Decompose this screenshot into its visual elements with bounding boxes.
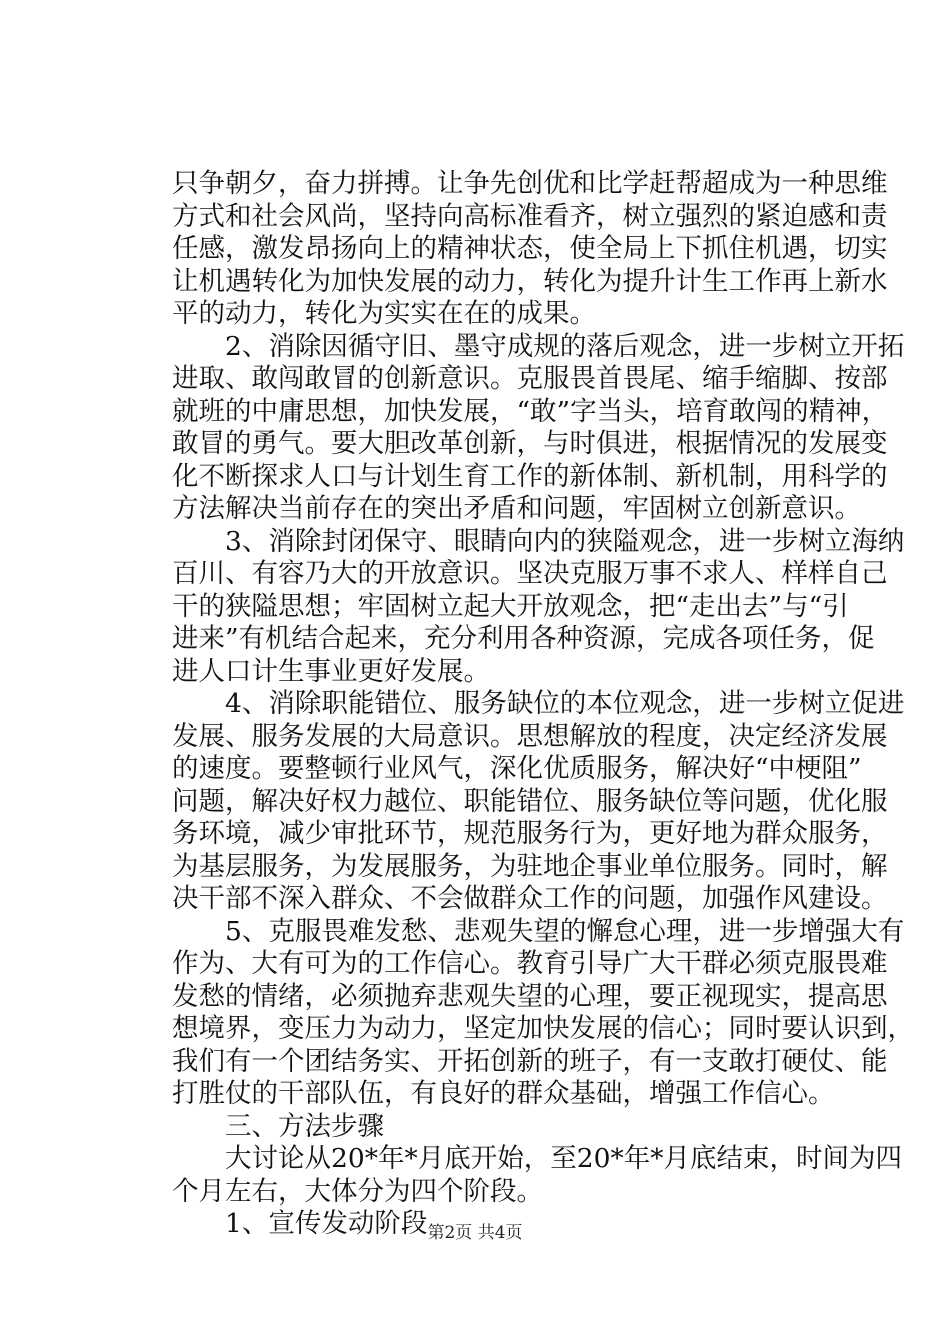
text-line: 问题，解决好权力越位、职能错位、服务缺位等问题，优化服 [172, 785, 888, 817]
text-line: 我们有一个团结务实、开拓创新的班子，有一支敢打硬仗、能 [172, 1045, 888, 1077]
text-line: 方法解决当前存在的突出矛盾和问题，牢固树立创新意识。 [172, 493, 861, 524]
text-line: 方式和社会风尚，坚持向高标准看齐，树立强烈的紧迫感和责 [172, 200, 888, 232]
text-line: 务环境，减少审批环节，规范服务行为，更好地为群众服务， [172, 818, 888, 849]
text-line: 进取、敢闯敢冒的创新意识。克服畏首畏尾、缩手缩脚、按部 [172, 363, 888, 394]
text-line: 化不断探求人口与计划生育工作的新体制、新机制，用科学的 [172, 460, 888, 492]
text-line: 敢冒的勇气。要大胆改革创新，与时俱进，根据情况的发展变 [172, 428, 888, 459]
subsection-heading: 1、宣传发动阶段 [172, 1208, 428, 1239]
text-line: 只争朝夕，奋力拼搏。让争先创优和比学赶帮超成为一种思维 [172, 168, 888, 199]
text-line: 任感，激发昂扬向上的精神状态，使全局上下抓住机遇，切实 [172, 233, 888, 264]
text-line: 决干部不深入群众、不会做群众工作的问题，加强作风建设。 [172, 883, 888, 914]
section-heading: 三、方法步骤 [172, 1110, 384, 1142]
text-line: 4、消除职能错位、服务缺位的本位观念，进一步树立促进 [172, 688, 905, 719]
text-line: 干的狭隘思想；牢固树立起大开放观念，把“走出去”与“引 [172, 590, 849, 622]
text-line: 个月左右，大体分为四个阶段。 [172, 1175, 543, 1207]
text-line: 就班的中庸思想，加快发展，“敢”字当头，培育敢闯的精神， [172, 395, 889, 427]
text-line: 3、消除封闭保守、眼睛向内的狭隘观念，进一步树立海纳 [172, 525, 905, 557]
text-line: 打胜仗的干部队伍，有良好的群众基础，增强工作信心。 [172, 1078, 835, 1109]
text-line: 5、克服畏难发愁、悲观失望的懈怠心理，进一步增强大有 [172, 915, 905, 947]
text-line: 平的动力，转化为实实在在的成果。 [172, 298, 596, 329]
text-line: 想境界，变压力为动力，坚定加快发展的信心；同时要认识到， [172, 1013, 914, 1044]
text-line: 发展、服务发展的大局意识。思想解放的程度，决定经济发展 [172, 720, 888, 752]
text-line: 2、消除因循守旧、墨守成规的落后观念，进一步树立开拓 [172, 330, 905, 362]
text-line: 进人口计生事业更好发展。 [172, 655, 490, 687]
text-line: 的速度。要整顿行业风气，深化优质服务，解决好“中梗阻” [172, 753, 862, 784]
document-body [172, 168, 914, 1241]
text-line: 为基层服务，为发展服务，为驻地企事业单位服务。同时，解 [172, 850, 888, 882]
text-line: 百川、有容乃大的开放意识。坚决克服万事不求人、样样自己 [172, 558, 888, 589]
text-line: 作为、大有可为的工作信心。教育引导广大干群必须克服畏难 [172, 948, 888, 979]
text-line: 大讨论从20*年*月底开始，至20*年*月底结束，时间为四 [172, 1143, 902, 1174]
text-line: 发愁的情绪，必须抛弃悲观失望的心理，要正视现实，提高思 [172, 980, 888, 1012]
page-number-footer: 第2页 共4页 [427, 1223, 523, 1243]
text-line: 让机遇转化为加快发展的动力，转化为提升计生工作再上新水 [172, 265, 888, 297]
text-line: 进来”有机结合起来，充分利用各种资源，完成各项任务，促 [172, 623, 875, 654]
